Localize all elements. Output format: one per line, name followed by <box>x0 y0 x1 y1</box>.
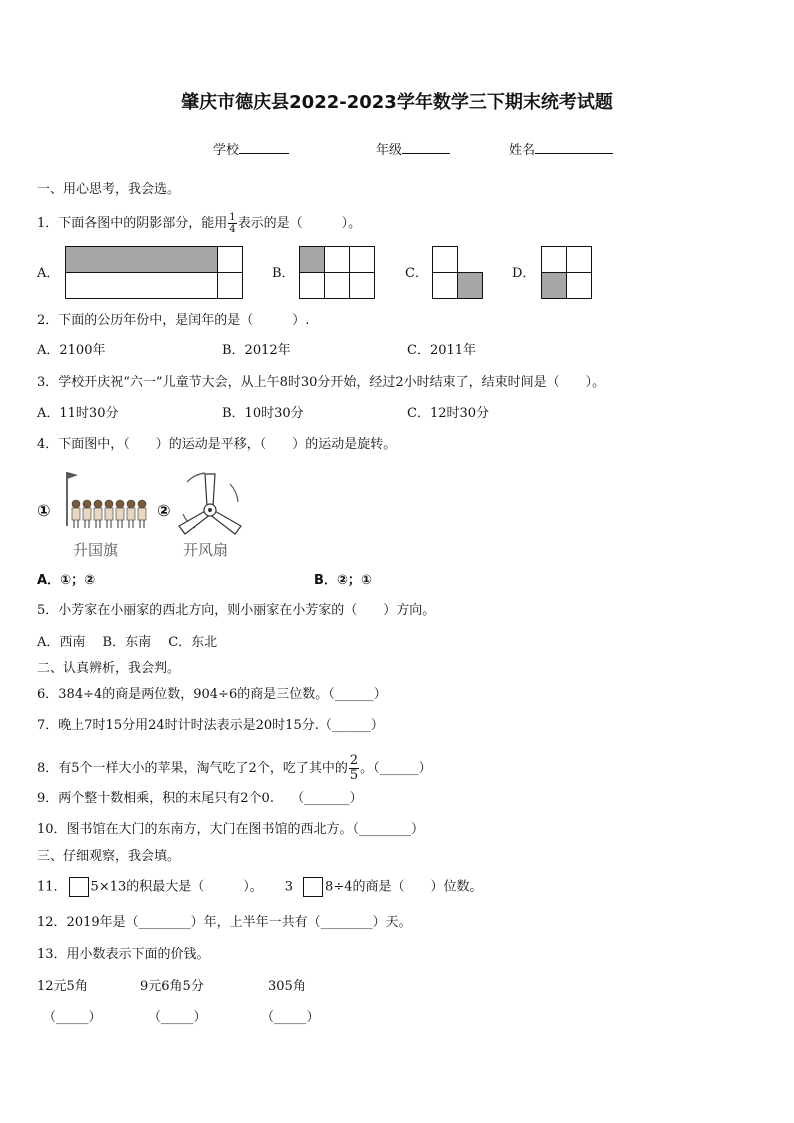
q1-frac-num: 1 <box>229 212 236 223</box>
cell <box>566 246 592 273</box>
q3-option-b[interactable]: B．10时30分 <box>222 406 304 421</box>
school-blank[interactable] <box>239 141 289 154</box>
name-blank[interactable] <box>535 141 613 154</box>
question-4: 4．下面图中，（ ）的运动是平移，（ ）的运动是旋转。 <box>37 437 397 452</box>
q4-mark-2: ② <box>157 501 171 520</box>
q1-option-d-figure[interactable] <box>541 246 592 299</box>
question-2: 2．下面的公历年份中，是闰年的是（ ）. <box>37 313 310 328</box>
question-13: 13．用小数表示下面的价钱。 <box>37 947 210 962</box>
q11-blank-box-1[interactable] <box>69 877 89 897</box>
question-11 <box>37 877 482 897</box>
q1-option-a-label[interactable]: A． <box>37 266 60 281</box>
q4-caption-1: 升国旗 <box>73 541 119 559</box>
question-7: 7．晚上7时15分用24时计时法表示是20时15分.（______） <box>37 718 384 733</box>
q1-frac-den: 4 <box>229 224 236 235</box>
q11-part2-post: 8÷4的商是（ ）位数。 <box>325 879 483 895</box>
question-5: 5．小芳家在小丽家的西北方向，则小丽家在小芳家的（ ）方向。 <box>37 603 436 618</box>
shaded-cell <box>299 246 325 273</box>
q4-option-b[interactable]: B．②；① <box>314 573 372 588</box>
q8-text-pre: 8．有5个一样大小的苹果，淘气吃了2个，吃了其中的 <box>37 761 348 776</box>
question-8 <box>37 754 432 783</box>
q1-option-b-label[interactable]: B． <box>272 266 295 281</box>
fan-illustration <box>175 468 245 538</box>
q8-frac-den: 5 <box>349 768 359 783</box>
name-field <box>509 141 613 159</box>
q13-blank-1[interactable]: （_____） <box>43 1010 102 1025</box>
q1-text-post: 表示的是（ ）。 <box>237 216 362 231</box>
school-field <box>213 141 289 159</box>
cell <box>432 272 458 299</box>
q8-fraction <box>349 754 359 783</box>
q2-option-b[interactable]: B．2012年 <box>222 343 291 358</box>
cell <box>217 246 243 273</box>
q1-fraction <box>228 212 236 235</box>
cell <box>432 246 458 273</box>
question-9: 9．两个整十数相乘，积的末尾只有2个0. （_______） <box>37 791 363 806</box>
q1-option-c-figure[interactable] <box>432 246 483 299</box>
q1-option-a-figure[interactable] <box>65 246 243 299</box>
page-title: 肇庆市德庆县2022-2023学年数学三下期末统考试题 <box>181 92 613 113</box>
q1-option-d-label[interactable]: D． <box>512 266 536 281</box>
school-label: 学校 <box>213 143 240 158</box>
cell <box>299 272 325 299</box>
q13-blank-3[interactable]: （_____） <box>261 1010 320 1025</box>
cell <box>349 246 375 273</box>
q4-option-a[interactable]: A．①；② <box>37 573 96 588</box>
cell <box>217 272 243 299</box>
q5-options[interactable]: A．西南 B．东南 C．东北 <box>37 635 218 650</box>
q1-option-b-figure[interactable] <box>299 246 375 299</box>
name-label: 姓名 <box>509 143 536 158</box>
shaded-cell <box>541 272 567 299</box>
q1-text-pre: 1．下面各图中的阴影部分，能用 <box>37 216 228 231</box>
question-6: 6．384÷4的商是两位数，904÷6的商是三位数。（______） <box>37 687 387 702</box>
q11-part2-pre: 3 <box>284 879 294 895</box>
q8-text-post: 。（______） <box>360 761 432 776</box>
q1-option-c-label[interactable]: C． <box>405 266 428 281</box>
cell <box>324 272 350 299</box>
q2-option-c[interactable]: C．2011年 <box>407 343 477 358</box>
section-3-heading: 三、仔细观察，我会填。 <box>37 849 181 864</box>
q2-option-a[interactable]: A．2100年 <box>37 343 106 358</box>
raise-flag-illustration <box>56 468 156 538</box>
q13-item-3: 305角 <box>268 979 306 994</box>
q8-frac-num: 2 <box>349 753 359 768</box>
question-10: 10．图书馆在大门的东南方，大门在图书馆的西北方。（________） <box>37 822 425 837</box>
section-2-heading: 二、认真辨析，我会判。 <box>37 661 181 676</box>
cell <box>541 246 567 273</box>
cell <box>324 246 350 273</box>
q4-caption-2: 开风扇 <box>183 541 229 559</box>
cell <box>65 272 218 299</box>
shaded-cell <box>457 272 483 299</box>
question-1 <box>37 212 361 235</box>
cell <box>566 272 592 299</box>
grade-field <box>376 141 450 159</box>
shaded-cell <box>65 246 218 273</box>
q4-mark-1: ① <box>37 501 51 520</box>
q11-part1: 5×13的积最大是（ ）。 <box>90 879 263 895</box>
q13-item-2: 9元6角5分 <box>140 979 204 994</box>
question-3: 3．学校开庆祝“六一”儿童节大会，从上午8时30分开始，经过2小时结束了，结束时间是（ ）。 <box>37 375 606 390</box>
section-1-heading: 一、用心思考，我会选。 <box>37 182 181 197</box>
q13-blank-2[interactable]: （_____） <box>148 1010 207 1025</box>
grade-label: 年级 <box>376 143 403 158</box>
q11-label: 11． <box>37 879 67 895</box>
q3-option-a[interactable]: A．11时30分 <box>37 406 119 421</box>
q3-option-c[interactable]: C．12时30分 <box>407 406 490 421</box>
question-12: 12．2019年是（________）年，上半年一共有（________）天。 <box>37 915 412 930</box>
grade-blank[interactable] <box>402 141 450 154</box>
q11-blank-box-2[interactable] <box>303 877 323 897</box>
cell <box>349 272 375 299</box>
q13-item-1: 12元5角 <box>37 979 88 994</box>
